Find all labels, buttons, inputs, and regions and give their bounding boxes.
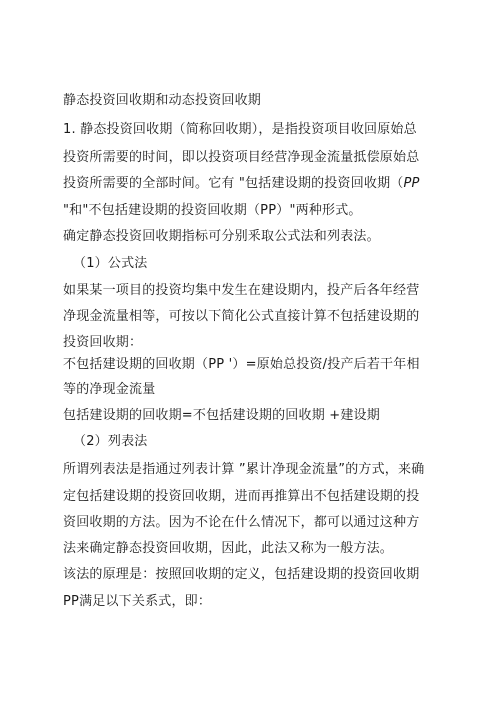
paragraph-line: 1. 静态投资回收期（简称回收期），是指投资项目收回原始总 bbox=[63, 122, 417, 137]
formula-line: 不包括建设期的回收期（PP '）=原始总投资/投产后若干年相 bbox=[63, 357, 420, 372]
paragraph-line: 净现金流量相等，可按以下简化公式直接计算不包括建设期的 bbox=[63, 309, 420, 324]
formula-line: 包括建设期的回收期=不包括建设期的回收期 +建设期 bbox=[63, 408, 380, 423]
paragraph-line: 投资所需要的时间，即以投资项目经营净现金流量抵偿原始总 bbox=[63, 150, 420, 165]
paragraph-line: 资回收期的方法。因为不论在什么情况下，都可以通过这种方 bbox=[63, 515, 420, 530]
paragraph-line: 法来确定静态投资回收期，因此，此法又称为一般方法。 bbox=[63, 541, 394, 556]
paragraph-line: 如果某一项目的投资均集中发生在建设期内，投产后各年经营 bbox=[63, 283, 420, 298]
paragraph-line: 该法的原理是：按照回收期的定义，包括建设期的投资回收期 bbox=[63, 567, 420, 582]
section-heading: （1）公式法 bbox=[73, 256, 148, 271]
paragraph-line: 定包括建设期的投资回收期，进而再推算出不包括建设期的投 bbox=[63, 489, 420, 504]
formula-line: 等的净现金流量 bbox=[63, 382, 156, 397]
paragraph-line: "和"不包括建设期的投资回收期（PP）"两种形式。 bbox=[63, 203, 362, 218]
paragraph-line: 所谓列表法是指通过列表计算 ”累计净现金流量”的方式，来确 bbox=[63, 462, 425, 477]
paragraph-line: 确定静态投资回收期指标可分别釆取公式法和列表法。 bbox=[63, 229, 380, 244]
document-title: 静态投资回收期和动态投资回收期 bbox=[63, 93, 262, 108]
paragraph-line: PP满足以下关系式，即： bbox=[63, 594, 212, 609]
section-heading: （2）列表法 bbox=[73, 434, 148, 449]
pp-italic-text: PP bbox=[403, 176, 420, 191]
text-segment: 投资所需要的全部时间。它有 "包括建设期的投资回收期（ bbox=[63, 176, 404, 191]
paragraph-line bbox=[63, 176, 420, 192]
paragraph-line: 投资回收期： bbox=[63, 335, 143, 350]
